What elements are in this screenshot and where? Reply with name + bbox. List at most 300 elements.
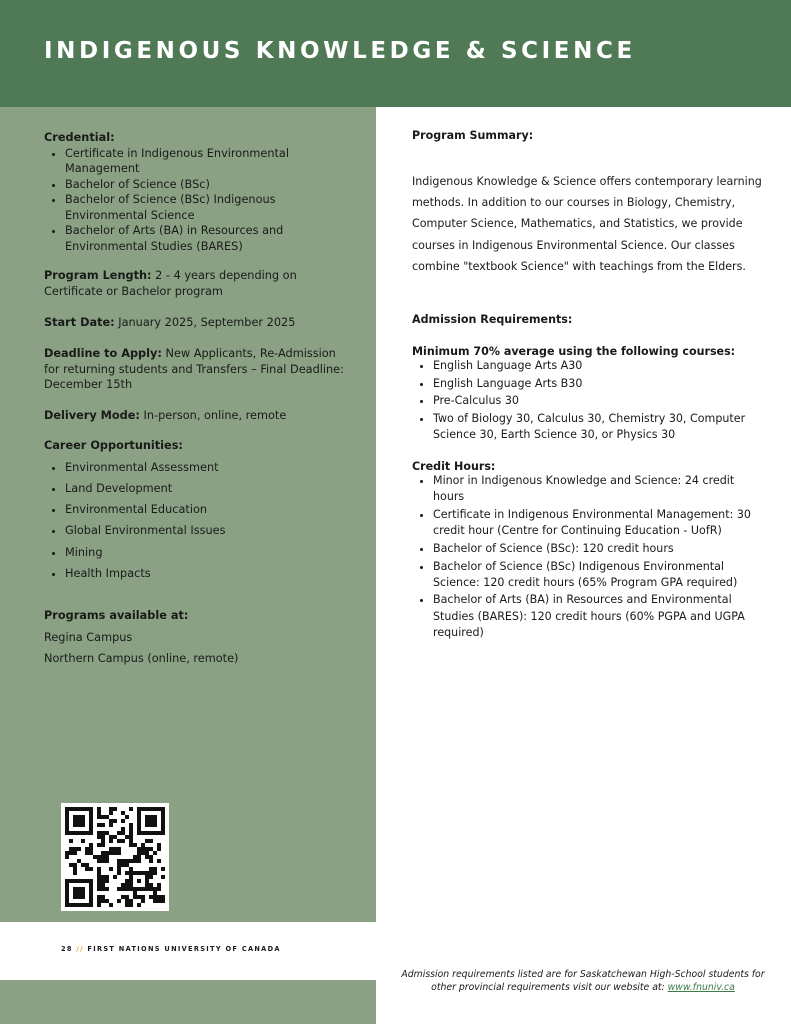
qr-module (89, 819, 93, 823)
deadline-value: New Applicants, Re-Admission for returning students and Transfers – Final Deadline: December 15th (44, 347, 344, 391)
qr-module (149, 855, 153, 859)
qr-module (157, 859, 161, 863)
qr-module (109, 847, 113, 851)
footer-note-text: Admission requirements listed are for Saskatchewan High-School students for other provincial requirements visit our website at: (401, 969, 765, 993)
page-header (0, 0, 791, 107)
qr-module (125, 863, 129, 867)
qr-module (85, 863, 89, 867)
qr-module (117, 871, 121, 875)
qr-module (89, 891, 93, 895)
qr-module (137, 827, 141, 831)
qr-module (97, 811, 101, 815)
qr-module (97, 875, 101, 879)
qr-module (137, 851, 141, 855)
qr-module (69, 831, 73, 835)
programs-available (44, 608, 349, 673)
qr-module (97, 815, 101, 819)
summary-body (412, 171, 764, 277)
credential-label: Credential: (44, 131, 115, 144)
qr-module (81, 879, 85, 883)
qr-module (97, 879, 101, 883)
qr-module (85, 847, 89, 851)
qr-module (133, 859, 137, 863)
qr-module (73, 847, 77, 851)
qr-module (133, 843, 137, 847)
qr-module (161, 811, 165, 815)
qr-module (161, 807, 165, 811)
qr-module (97, 903, 101, 907)
qr-module (133, 895, 137, 899)
qr-module (101, 879, 105, 883)
qr-module (125, 879, 129, 883)
credential-item: • Certificate in Indigenous Environmental Management (65, 146, 349, 177)
qr-module (77, 903, 81, 907)
qr-module (65, 883, 69, 887)
qr-module (65, 891, 69, 895)
footer-note (392, 968, 774, 994)
admission-label: Admission Requirements: (412, 313, 573, 326)
qr-module (121, 895, 125, 899)
qr-module (157, 847, 161, 851)
qr-module (77, 831, 81, 835)
qr-module (69, 903, 73, 907)
qr-module (73, 871, 77, 875)
qr-module (81, 819, 85, 823)
qr-module (137, 859, 141, 863)
qr-module (137, 811, 141, 815)
qr-module (73, 887, 77, 891)
page-number: 28 (61, 945, 73, 953)
qr-module (113, 807, 117, 811)
qr-module (125, 887, 129, 891)
qr-module (145, 847, 149, 851)
qr-module (73, 867, 77, 871)
qr-module (161, 895, 165, 899)
deadline (44, 346, 349, 393)
start-date-value: January 2025, September 2025 (118, 316, 296, 329)
qr-module (89, 823, 93, 827)
qr-module (157, 807, 161, 811)
qr-module (65, 855, 69, 859)
qr-module (81, 903, 85, 907)
qr-module (125, 859, 129, 863)
credit-label: Credit Hours: (412, 460, 496, 473)
qr-module (97, 807, 101, 811)
qr-module (161, 831, 165, 835)
qr-module (157, 899, 161, 903)
qr-module (77, 891, 81, 895)
qr-module (65, 903, 69, 907)
qr-module (97, 871, 101, 875)
qr-module (105, 831, 109, 835)
qr-module (101, 899, 105, 903)
sidebar-bottom-band (0, 980, 376, 1024)
qr-module (109, 839, 113, 843)
qr-module (157, 895, 161, 899)
qr-module (149, 819, 153, 823)
qr-module (113, 819, 117, 823)
qr-module (141, 831, 145, 835)
qr-module (153, 871, 157, 875)
qr-module (85, 851, 89, 855)
qr-module (121, 819, 125, 823)
qr-module (125, 895, 129, 899)
qr-module (73, 895, 77, 899)
qr-module (97, 843, 101, 847)
course-item: • Two of Biology 30, Calculus 30, Chemistry 30, Computer Science 30, Earth Science 30, or Physics 30 (433, 411, 764, 443)
qr-module (89, 843, 93, 847)
qr-module (129, 827, 133, 831)
programs-available-label: Programs available at: (44, 609, 189, 622)
qr-module (65, 899, 69, 903)
qr-module (105, 851, 109, 855)
qr-module (101, 855, 105, 859)
qr-module (145, 871, 149, 875)
qr-module (73, 863, 77, 867)
qr-module (69, 863, 73, 867)
qr-module (85, 831, 89, 835)
qr-module (69, 807, 73, 811)
qr-module (141, 847, 145, 851)
qr-code[interactable] (61, 803, 169, 911)
program-length (44, 268, 349, 299)
course-item: • Pre-Calculus 30 (433, 393, 764, 409)
credit-item: • Certificate in Indigenous Environmental Management: 30 credit hour (Centre for Continuing Education - UofR) (433, 507, 764, 539)
qr-module (77, 847, 81, 851)
qr-module (141, 899, 145, 903)
qr-module (81, 895, 85, 899)
qr-module (161, 815, 165, 819)
qr-module (77, 879, 81, 883)
program-summary (412, 129, 764, 142)
qr-module (85, 879, 89, 883)
qr-module (89, 883, 93, 887)
qr-module (149, 875, 153, 879)
qr-module (109, 807, 113, 811)
qr-module (89, 811, 93, 815)
qr-module (149, 823, 153, 827)
qr-module (145, 823, 149, 827)
qr-module (109, 851, 113, 855)
qr-module (145, 887, 149, 891)
qr-module (73, 831, 77, 835)
qr-module (141, 871, 145, 875)
minimum-average (412, 345, 764, 445)
qr-module (161, 867, 165, 871)
qr-module (73, 819, 77, 823)
qr-module (129, 831, 133, 835)
qr-module (149, 867, 153, 871)
credit-item: • Minor in Indigenous Knowledge and Science: 24 credit hours (433, 473, 764, 505)
course-item: • English Language Arts A30 (433, 358, 764, 374)
qr-module (73, 891, 77, 895)
summary-label: Program Summary: (412, 129, 534, 142)
qr-module (149, 859, 153, 863)
qr-module (125, 899, 129, 903)
qr-module (113, 847, 117, 851)
qr-module (141, 851, 145, 855)
qr-module (65, 807, 69, 811)
qr-module (161, 819, 165, 823)
qr-module (153, 899, 157, 903)
website-link[interactable]: www.fnuniv.ca (667, 982, 735, 993)
qr-module (161, 823, 165, 827)
qr-module (149, 807, 153, 811)
qr-module (101, 839, 105, 843)
qr-module (105, 887, 109, 891)
footer-slashes: // (76, 945, 84, 953)
qr-module (89, 895, 93, 899)
qr-module (73, 879, 77, 883)
career-item: • Environmental Assessment (65, 460, 349, 476)
qr-module (101, 835, 105, 839)
qr-module (145, 831, 149, 835)
qr-module (149, 883, 153, 887)
qr-module (77, 859, 81, 863)
qr-module (157, 883, 161, 887)
delivery-mode-value: In-person, online, remote (143, 409, 287, 422)
qr-module (137, 819, 141, 823)
qr-module (97, 887, 101, 891)
qr-module (65, 851, 69, 855)
qr-module (65, 879, 69, 883)
qr-module (81, 839, 85, 843)
qr-module (137, 847, 141, 851)
qr-module (101, 815, 105, 819)
qr-module (89, 899, 93, 903)
qr-module (149, 887, 153, 891)
qr-module (109, 867, 113, 871)
qr-module (161, 875, 165, 879)
qr-module (101, 831, 105, 835)
qr-module (129, 875, 133, 879)
qr-module (93, 855, 97, 859)
start-date-label: Start Date: (44, 316, 115, 329)
qr-module (137, 855, 141, 859)
qr-module (129, 835, 133, 839)
qr-module (97, 867, 101, 871)
qr-module (89, 807, 93, 811)
qr-module (157, 887, 161, 891)
qr-module (137, 871, 141, 875)
credit-item: • Bachelor of Science (BSc): 120 credit hours (433, 541, 764, 557)
qr-module (101, 859, 105, 863)
credential-section (44, 130, 349, 254)
qr-module (73, 823, 77, 827)
qr-code-graphic (65, 807, 165, 907)
qr-module (117, 867, 121, 871)
qr-module (145, 851, 149, 855)
qr-module (137, 895, 141, 899)
qr-module (97, 835, 101, 839)
qr-module (141, 807, 145, 811)
qr-module (117, 847, 121, 851)
admission-requirements (412, 313, 764, 326)
career-item: • Environmental Education (65, 502, 349, 518)
qr-module (145, 883, 149, 887)
qr-module (65, 831, 69, 835)
qr-module (117, 899, 121, 903)
page-title: INDIGENOUS KNOWLEDGE & SCIENCE (44, 38, 636, 64)
qr-module (101, 887, 105, 891)
credential-item: • Bachelor of Science (BSc) Indigenous Environmental Science (65, 192, 349, 223)
qr-module (113, 875, 117, 879)
qr-module (89, 887, 93, 891)
qr-module (149, 895, 153, 899)
qr-module (89, 903, 93, 907)
qr-module (149, 831, 153, 835)
delivery-mode (44, 408, 349, 424)
qr-module (89, 867, 93, 871)
qr-module (65, 823, 69, 827)
qr-module (129, 879, 133, 883)
qr-module (117, 851, 121, 855)
minimum-label: Minimum 70% average using the following courses: (412, 345, 736, 358)
qr-module (149, 815, 153, 819)
qr-module (121, 859, 125, 863)
qr-module (109, 823, 113, 827)
qr-module (97, 823, 101, 827)
qr-module (117, 863, 121, 867)
qr-module (145, 879, 149, 883)
qr-module (81, 823, 85, 827)
qr-module (65, 895, 69, 899)
qr-module (121, 883, 125, 887)
qr-module (77, 887, 81, 891)
qr-module (77, 819, 81, 823)
qr-module (69, 839, 73, 843)
qr-module (105, 815, 109, 819)
qr-module (89, 879, 93, 883)
qr-module (89, 851, 93, 855)
qr-module (65, 811, 69, 815)
qr-module (129, 883, 133, 887)
qr-module (65, 827, 69, 831)
qr-module (121, 827, 125, 831)
qr-module (65, 887, 69, 891)
qr-module (137, 887, 141, 891)
qr-module (129, 867, 133, 871)
qr-module (117, 831, 121, 835)
qr-module (153, 831, 157, 835)
qr-module (129, 843, 133, 847)
qr-module (129, 859, 133, 863)
qr-module (97, 899, 101, 903)
qr-module (69, 847, 73, 851)
qr-module (77, 815, 81, 819)
qr-module (153, 815, 157, 819)
qr-module (153, 823, 157, 827)
qr-module (153, 867, 157, 871)
qr-module (73, 807, 77, 811)
qr-module (137, 823, 141, 827)
qr-module (77, 895, 81, 899)
credit-item: • Bachelor of Science (BSc) Indigenous Environmental Science: 120 credit hours (65% Program GPA required) (433, 559, 764, 591)
career-item: • Land Development (65, 481, 349, 497)
qr-module (149, 871, 153, 875)
campus-item: Northern Campus (online, remote) (44, 652, 239, 665)
qr-module (101, 823, 105, 827)
qr-module (73, 815, 77, 819)
qr-module (97, 883, 101, 887)
qr-module (129, 871, 133, 875)
qr-module (97, 831, 101, 835)
qr-module (109, 811, 113, 815)
qr-module (153, 851, 157, 855)
campus-item: Regina Campus (44, 630, 133, 644)
qr-module (129, 823, 133, 827)
qr-module (105, 899, 109, 903)
qr-module (77, 807, 81, 811)
qr-module (141, 887, 145, 891)
qr-module (133, 891, 137, 895)
qr-module (129, 903, 133, 907)
qr-module (125, 871, 129, 875)
qr-module (101, 883, 105, 887)
page-footer (61, 945, 281, 953)
qr-module (137, 831, 141, 835)
qr-module (105, 879, 109, 883)
qr-module (73, 903, 77, 907)
qr-module (145, 815, 149, 819)
qr-module (125, 835, 129, 839)
qr-module (121, 887, 125, 891)
qr-module (89, 827, 93, 831)
qr-module (117, 887, 121, 891)
qr-module (77, 823, 81, 827)
summary-text: Indigenous Knowledge & Science offers contemporary learning methods. In addition to our courses in Biology, Chemistry, Computer Science, Mathematics, and Statistics, we provide courses in Indigenous Environmental Science. Our classes combine "textbook Science" with teachings from the Elders. (412, 175, 762, 273)
qr-module (109, 835, 113, 839)
qr-module (125, 815, 129, 819)
qr-module (65, 819, 69, 823)
qr-module (145, 875, 149, 879)
qr-module (89, 831, 93, 835)
qr-module (153, 807, 157, 811)
start-date (44, 315, 349, 331)
qr-module (97, 895, 101, 899)
qr-module (113, 835, 117, 839)
qr-module (69, 879, 73, 883)
qr-module (161, 827, 165, 831)
qr-module (133, 871, 137, 875)
credential-item: • Bachelor of Arts (BA) in Resources and Environmental Studies (BARES) (65, 223, 349, 254)
career-item: • Global Environmental Issues (65, 523, 349, 539)
qr-module (121, 811, 125, 815)
qr-module (81, 831, 85, 835)
qr-module (153, 887, 157, 891)
qr-module (153, 819, 157, 823)
qr-module (105, 859, 109, 863)
qr-module (129, 807, 133, 811)
qr-module (81, 891, 85, 895)
qr-module (137, 879, 141, 883)
credential-item: • Bachelor of Science (BSc) (65, 177, 349, 193)
qr-module (117, 859, 121, 863)
career-item: • Health Impacts (65, 566, 349, 582)
qr-module (69, 851, 73, 855)
credit-hours (412, 460, 764, 643)
qr-module (137, 815, 141, 819)
qr-module (85, 807, 89, 811)
deadline-label: Deadline to Apply: (44, 347, 162, 360)
qr-module (101, 843, 105, 847)
program-length-value: 2 - 4 years depending on Certificate or Bachelor program (44, 269, 297, 298)
qr-module (145, 819, 149, 823)
qr-module (141, 895, 145, 899)
qr-module (73, 851, 77, 855)
qr-module (81, 863, 85, 867)
qr-module (137, 903, 141, 907)
